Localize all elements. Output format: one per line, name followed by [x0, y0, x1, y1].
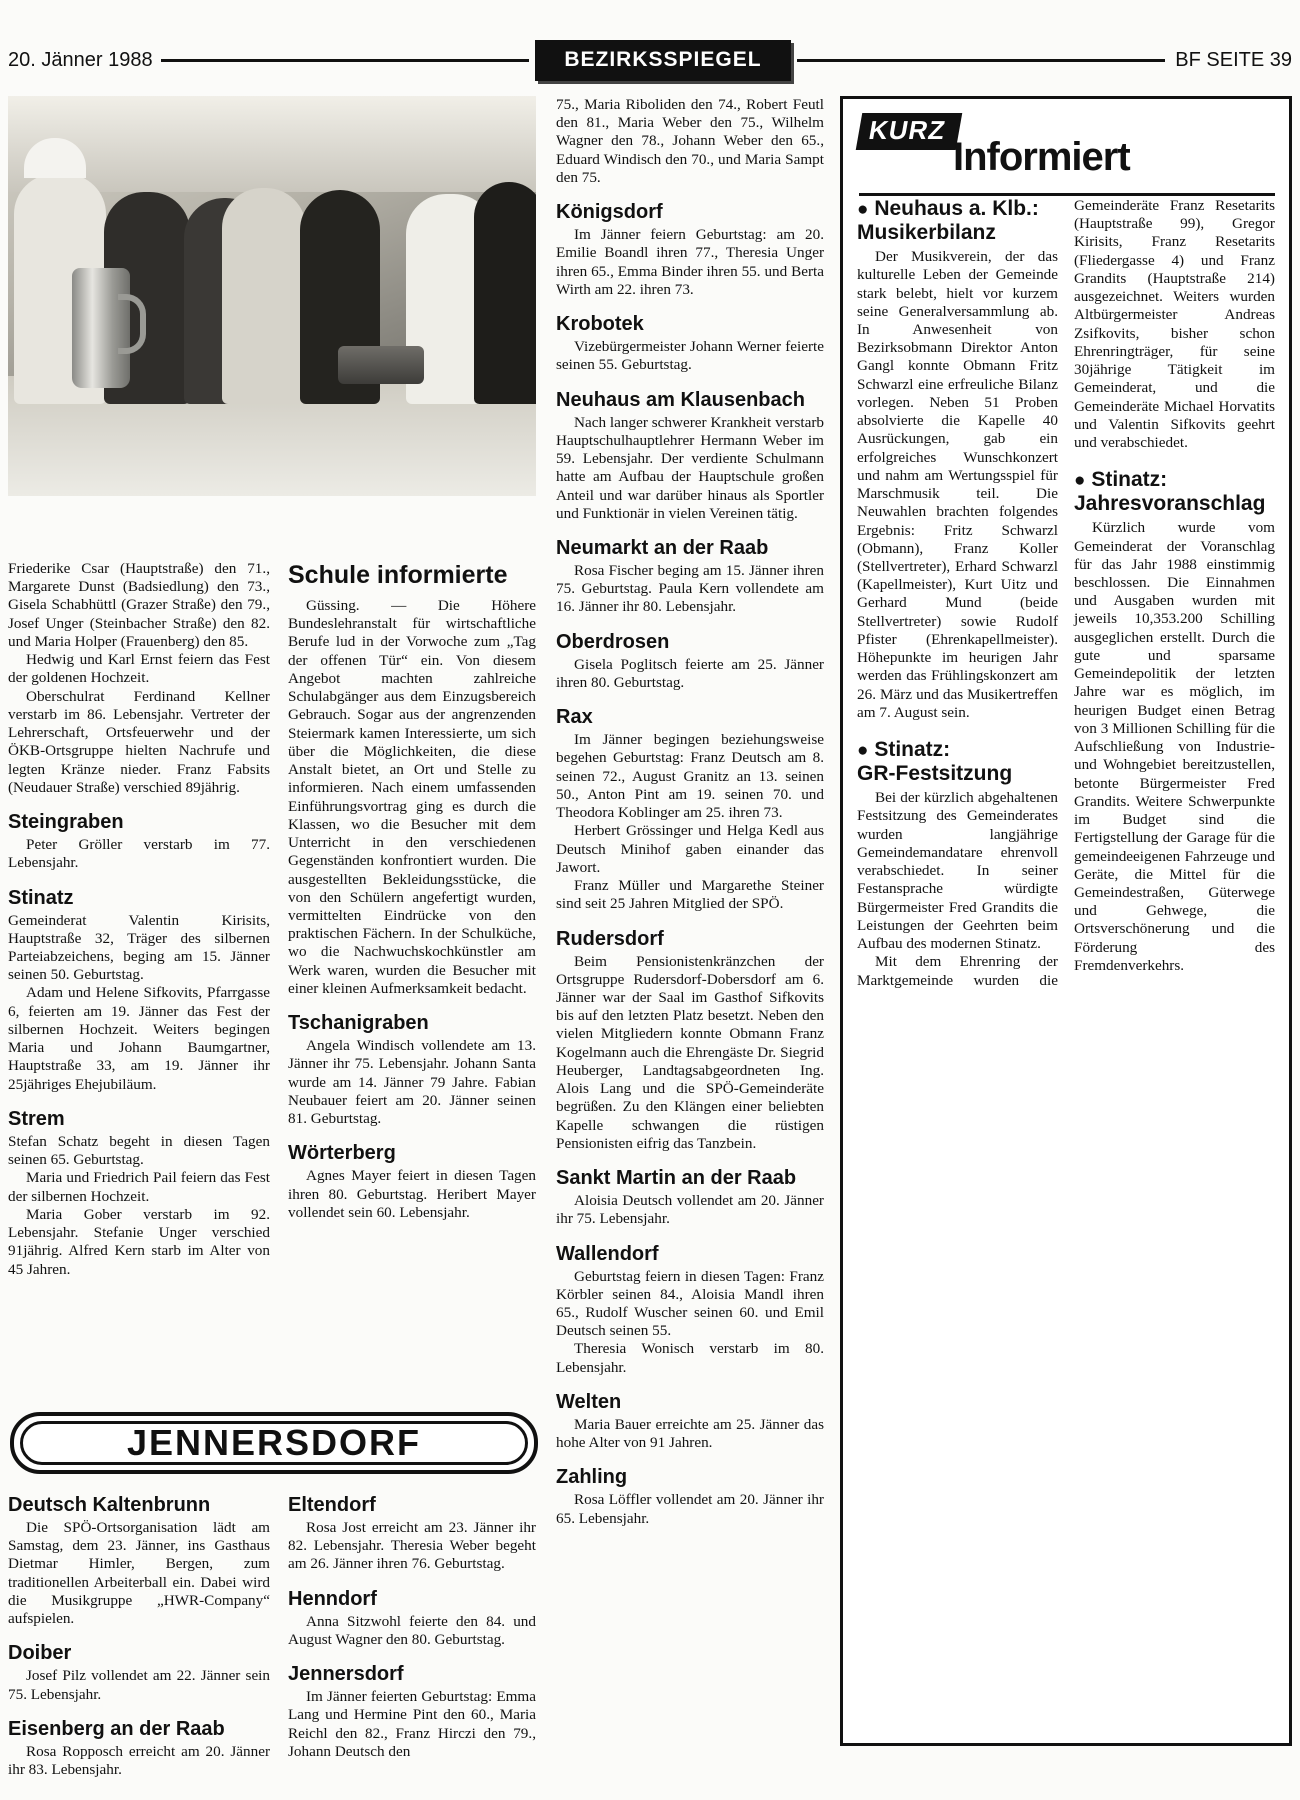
paragraph: Peter Gröller verstarb im 77. Lebensjahr.: [8, 836, 270, 872]
heading-steingraben: Steingraben: [8, 811, 124, 834]
kurz-informiert-box: [840, 96, 1292, 1746]
paragraph: Aloisia Deutsch vollendet am 20. Jänner ihr 75. Lebensjahr.: [556, 1192, 824, 1228]
heading-tschanigraben: Tschanigraben: [288, 1012, 429, 1035]
paragraph: Rosa Löffler vollendet am 20. Jänner ihr 65. Lebensjahr.: [556, 1491, 824, 1527]
kurz-informiert-title: Informiert: [953, 135, 1130, 179]
paragraph: Im Jänner begingen beziehungsweise begehen Geburtstag: Franz Deutsch am 8. seinen 72., August Granitz an 13. seinen 50., Anton Pint am 19. seinen 70. und Theodora Koblinger am 25. ihren 73.: [556, 731, 824, 822]
heading-text: Neuhaus a. Klb.:: [874, 197, 1039, 220]
heading-krobotek: Krobotek: [556, 313, 644, 336]
heading-neumarkt-an-der-raab: Neumarkt an der Raab: [556, 536, 769, 559]
heading-oberdrosen: Oberdrosen: [556, 630, 670, 653]
paragraph: Mit dem Ehrenring der Marktgemeinde wurden die Gemeinderäte Franz Resetarits (Hauptstraße 99), Gregor Kirisits, Franz Resetarits (Fliedergasse 4) und Franz Grandits (Hauptstraße 214) ausgezeichnet. Weiters wurden Altbürgermeister Andreas Zsifkovits, bisher schon Ehrenringträger, für seine 30jährige Tätigkeit im Gemeinderat, und die Gemeinderäte Michael Horvatits und Valentin Sifkovits geehrt und verabschiedet.: [857, 197, 1275, 989]
paragraph: Franz Müller und Margarethe Steiner sind seit 25 Jahren Mitglied der SPÖ.: [556, 877, 824, 913]
heading-schule-informierte: Schule informierte: [288, 561, 508, 589]
photo-person-4: [222, 188, 306, 404]
jennersdorf-banner-inner: [20, 1421, 528, 1465]
kurz-informiert-columns: [857, 197, 1275, 990]
paragraph: Nach langer schwerer Krankheit verstarb Hauptschulhauptlehrer Hermann Weber im 59. Lebensjahr. Der verdiente Schulmann hatte am Aufbau der Hauptschule großen Anteil und war darüber hinaus als Sportler und Funktionär in vielen Vereinen tätig.: [556, 413, 824, 522]
heading-text: Stinatz:: [1091, 468, 1168, 492]
article-photo: [8, 96, 536, 496]
paragraph: Bei der kürzlich abgehaltenen Festsitzung des Gemeinderates wurden langjährige Gemeindemandatare ehrenvoll verabschiedet. In seiner Festansprache würdigte Bürgermeister Fred Grandits die Leistungen der Geehrten beim Aufbau des modernen Stinatz.: [857, 789, 1058, 953]
jennersdorf-banner-label: JENNERSDORF: [126, 1422, 422, 1463]
bullet-icon: ●: [1074, 470, 1086, 492]
jennersdorf-banner: [10, 1412, 538, 1474]
paragraph: Die SPÖ-Ortsorganisation lädt am Samstag, dem 23. Jänner, ins Gasthaus Dietmar Himler, Bergen, zum traditionellen Arbeiterball ein. Dabei wird die Musikgruppe „HWR-Company“ aufspielen.: [8, 1519, 270, 1628]
heading-text-2: Musikerbilanz: [857, 220, 996, 244]
paragraph: Maria und Friedrich Pail feiern das Fest der silbernen Hochzeit.: [8, 1169, 270, 1205]
paragraph: Friederike Csar (Hauptstraße) den 71., Margarete Dunst (Badsiedlung) den 73., Gisela Schabhüttl (Grazer Straße) den 79., Josef Unger (Steinbacher Straße) den 82. und Maria Holper (Frauenberg) den 85.: [8, 560, 270, 650]
heading-jennersdorf: Jennersdorf: [288, 1663, 404, 1686]
paragraph: Maria Gober verstarb im 92. Lebensjahr. Stefanie Unger verschied 91jährig. Alfred Kern starb im Alter von 45 Jahren.: [8, 1205, 270, 1278]
heading-doiber: Doiber: [8, 1642, 72, 1665]
heading-rudersdorf: Rudersdorf: [556, 927, 664, 950]
paragraph: Güssing. — Die Höhere Bundeslehranstalt für wirtschaftliche Berufe lud in der Vorwoche zum „Tag der offenen Tür“ ein. Von diesem Angebot machten zahlreiche Schulabgänger aus dem Einzugsbereich Gebrauch. Sogar aus der angrenzenden Steiermark kamen Interessierte, um sich über die Möglichkeiten, die diese Anstalt bietet, an Ort und Stelle zu informieren. Nach einem umfassenden Einführungsvortrag ging es durch die Klassen, wo die Besucher mit dem Unterricht in den verschiedenen Gegenständen konfrontiert wurden. Die ausgestellten Bekleidungsstücke, die von den Schülern angefertigt wurden, vermittelten Eindrücke von den praktischen Fächern. In der Schulküche, wo die Nachwuchskochkünstler am Werk waren, wurden die Besucher mit einer kleinen Aufmerksamkeit bedacht.: [288, 597, 536, 997]
heading-text: Stinatz:: [874, 738, 951, 762]
paragraph: Josef Pilz vollendet am 22. Jänner sein 75. Lebensjahr.: [8, 1667, 270, 1703]
photo-pot: [338, 346, 424, 384]
paragraph: Rosa Fischer beging am 15. Jänner ihren 75. Geburtstag. Paula Kern vollendete am 16. Jänner ihr 80. Lebensjahr.: [556, 561, 824, 616]
paragraph: Angela Windisch vollendete am 13. Jänner ihr 75. Lebensjahr. Johann Santa wurde am 14. Jänner 79 Jahre. Fabian Neubauer feiert am 20. Jänner seinen 81. Geburtstag.: [288, 1037, 536, 1128]
rule-right: [797, 59, 1166, 62]
section-banner: BEZIRKSSPIEGEL: [535, 40, 790, 81]
paragraph: Kürzlich wurde vom Gemeinderat der Voranschlag für das Jahr 1988 einstimmig beschlossen. Die Einnahmen und Ausgaben wurden mit jeweils 10,353.200 Schilling ausgeglichen erstellt. Durch die gute und sparsame Gemeindepolitik der letzten Jahre war es möglich, im heurigen Budget einen Betrag von 3 Millionen Schilling für die Aufschließung von Industrie- und Wohngebiet bereitzustellen, betonte Bürgermeister Fred Grandits. Weitere Schwerpunkte im Budget sind die Fertigstellung der Garage für die gemeindeeigenen Fahrzeuge und Geräte, die Mittel für die Gemeindestraßen, Güterwege und Gehwege, die Ortsverschönerung und die Förderung des Fremdenverkehrs.: [1074, 519, 1275, 974]
heading-strem: Strem: [8, 1107, 65, 1130]
paragraph: Rosa Jost erreicht am 23. Jänner ihr 82. Lebensjahr. Theresia Weber begeht am 26. Jänner ihren 76. Geburtstag.: [288, 1519, 536, 1573]
heading-zahling: Zahling: [556, 1466, 628, 1489]
heading-koenigsdorf: Königsdorf: [556, 201, 663, 224]
heading-welten: Welten: [556, 1390, 622, 1413]
heading-stinatz-jahresvoranschlag: [1074, 468, 1275, 515]
paragraph: Gisela Poglitsch feierte am 25. Jänner ihren 80. Geburtstag.: [556, 655, 824, 691]
paragraph: Beim Pensionistenkränzchen der Ortsgruppe Rudersdorf-Dobersdorf am 6. Jänner war der Saal im Gasthof Sifkovits bis auf den letzten Platz besetzt. Neben den vielen Mitgliedern konnte Obmann Franz Kogelmann auch die Ehrengäste Dr. Siegrid Heuberger, Landtagsabgeordneten Ing. Alois Lang und die SPÖ-Gemeinderäte begrüßen. Zu den Klängen einer beliebten Kapelle schwangen die rüstigen Pensionisten eifrig das Tanzbein.: [556, 952, 824, 1152]
heading-text-2: GR-Festsitzung: [857, 761, 1013, 785]
heading-henndorf: Henndorf: [288, 1587, 377, 1610]
paragraph: Anna Sitzwohl feierte den 84. und August Wagner den 80. Geburtstag.: [288, 1612, 536, 1648]
column-1: [8, 560, 270, 1279]
paragraph: Im Jänner feiern Geburtstag: am 20. Emilie Boandl ihren 77., Theresia Unger ihren 65., Emma Binder ihren 55. und Berta Wirth am 22. ihren 73.: [556, 226, 824, 298]
masthead: [8, 34, 1292, 86]
column-3: [556, 96, 824, 1528]
heading-sankt-martin-an-der-raab: Sankt Martin an der Raab: [556, 1167, 797, 1190]
kurz-underline: [859, 193, 1275, 196]
paragraph: Vizebürgermeister Johann Werner feierte seinen 55. Geburtstag.: [556, 338, 824, 374]
column-5: [288, 1494, 536, 1761]
paragraph: Der Musikverein, der das kulturelle Leben der Gemeinde stark belebt, hielt vor kurzem seine Generalversammlung ab. In Anwesenheit von Bezirksobmann Direktor Anton Gangl konnte Obmann Fritz Schwarzl eine erfreuliche Bilanz vorlegen. Neben 51 Proben absolvierte die Kapelle 40 Ausrückungen, gab ein erfolgreiches Wunschkonzert und nahm am Wertungsspiel für Marschmusik teil. Die Neuwahlen brachten folgendes Ergebnis: Fritz Schwarzl (Obmann), Franz Koller (Stellvertreter), Erhard Schwarzl (Kapellmeister), Kurt Uitz und Gerhard Mund (beide Stellvertreter) sowie Rudolf Pfister (Ehrenkapellmeister). Höhepunkte im heurigen Jahr werden das Frühlingskonzert am 26. März und das Musikertreffen am 7. August sein.: [857, 248, 1058, 721]
kurz-informiert-header: [857, 109, 1275, 195]
paragraph: Stefan Schatz begeht in diesen Tagen seinen 65. Geburtstag.: [8, 1132, 270, 1169]
kurz-tag-label: KURZ: [856, 113, 963, 150]
heading-stinatz-gr-festsitzung: [857, 738, 1058, 785]
photo-jug: [72, 268, 130, 388]
heading-eisenberg-an-der-raab: Eisenberg an der Raab: [8, 1717, 225, 1740]
paragraph: Hedwig und Karl Ernst feiern das Fest der goldenen Hochzeit.: [8, 651, 270, 687]
heading-neuhaus-am-klausenbach: Neuhaus am Klausenbach: [556, 388, 805, 411]
heading-text-2: Jahresvoranschlag: [1074, 491, 1266, 515]
paragraph: 75., Maria Riboliden den 74., Robert Feutl den 81., Maria Weber den 75., Wilhelm Wagner den 78., Johann Weber den 65., Eduard Windisch den 70., und Maria Sampt den 75.: [556, 96, 824, 186]
column-2: [288, 560, 536, 1222]
bullet-icon: ●: [857, 740, 869, 762]
column-4: [8, 1494, 270, 1779]
paragraph: Maria Bauer erreichte am 25. Jänner das hohe Alter von 91 Jahren.: [556, 1415, 824, 1452]
paragraph: Rosa Ropposch erreicht am 20. Jänner ihr 83. Lebensjahr.: [8, 1742, 270, 1779]
paragraph: Theresia Wonisch verstarb im 80. Lebensjahr.: [556, 1340, 824, 1376]
photo-shelf: [8, 96, 536, 192]
paragraph: Herbert Grössinger und Helga Kedl aus Deutsch Minihof gaben einander das Jawort.: [556, 822, 824, 876]
heading-wallendorf: Wallendorf: [556, 1242, 659, 1265]
bullet-icon: ●: [857, 199, 869, 220]
page-number: BF SEITE 39: [1175, 48, 1293, 71]
paragraph: Adam und Helene Sifkovits, Pfarrgasse 6, feierten am 19. Jänner das Fest der silbernen Hochzeit. Weiters begingen Maria und Johann Baumgartner, Hauptstraße 33, am 19. Jänner ihr 25jähriges Ehejubiläum.: [8, 984, 270, 1093]
paragraph: Im Jänner feierten Geburtstag: Emma Lang und Hermine Pint den 60., Maria Reichl den 82., Franz Hirczi den 79., Johann Deutsch den: [288, 1688, 536, 1760]
heading-rax: Rax: [556, 706, 593, 729]
rule-left: [161, 59, 530, 62]
paragraph: Oberschulrat Ferdinand Kellner verstarb im 86. Lebensjahr. Vertreter der Lehrerschaft, Ortsfeuerwehr und der ÖKB-Ortsgruppe hielten Nachrufe und legten Kränze nieder. Franz Fabsits (Neudauer Straße) verschied 89jährig.: [8, 687, 270, 796]
paragraph: Agnes Mayer feiert in diesen Tagen ihren 80. Geburtstag. Heribert Mayer vollendet sein 60. Lebensjahr.: [288, 1167, 536, 1221]
heading-eltendorf: Eltendorf: [288, 1494, 376, 1516]
heading-stinatz: Stinatz: [8, 886, 74, 909]
issue-date: 20. Jänner 1988: [8, 48, 153, 71]
heading-neuhaus-musikerbilanz: [857, 197, 1058, 244]
paragraph: Geburtstag feiern in diesen Tagen: Franz Körbler seinen 84., Aloisia Mandl ihren 65., Rudolf Wuscher seinen 60. und Emil Deutsch seinen 55.: [556, 1267, 824, 1340]
photo-person-7: [474, 182, 536, 404]
paragraph: Gemeinderat Valentin Kirisits, Hauptstraße 32, Träger des silbernen Parteiabzeichens, beging am 15. Jänner seinen 50. Geburtstag.: [8, 911, 270, 984]
heading-deutsch-kaltenbrunn: Deutsch Kaltenbrunn: [8, 1494, 211, 1516]
heading-woerterberg: Wörterberg: [288, 1142, 396, 1165]
